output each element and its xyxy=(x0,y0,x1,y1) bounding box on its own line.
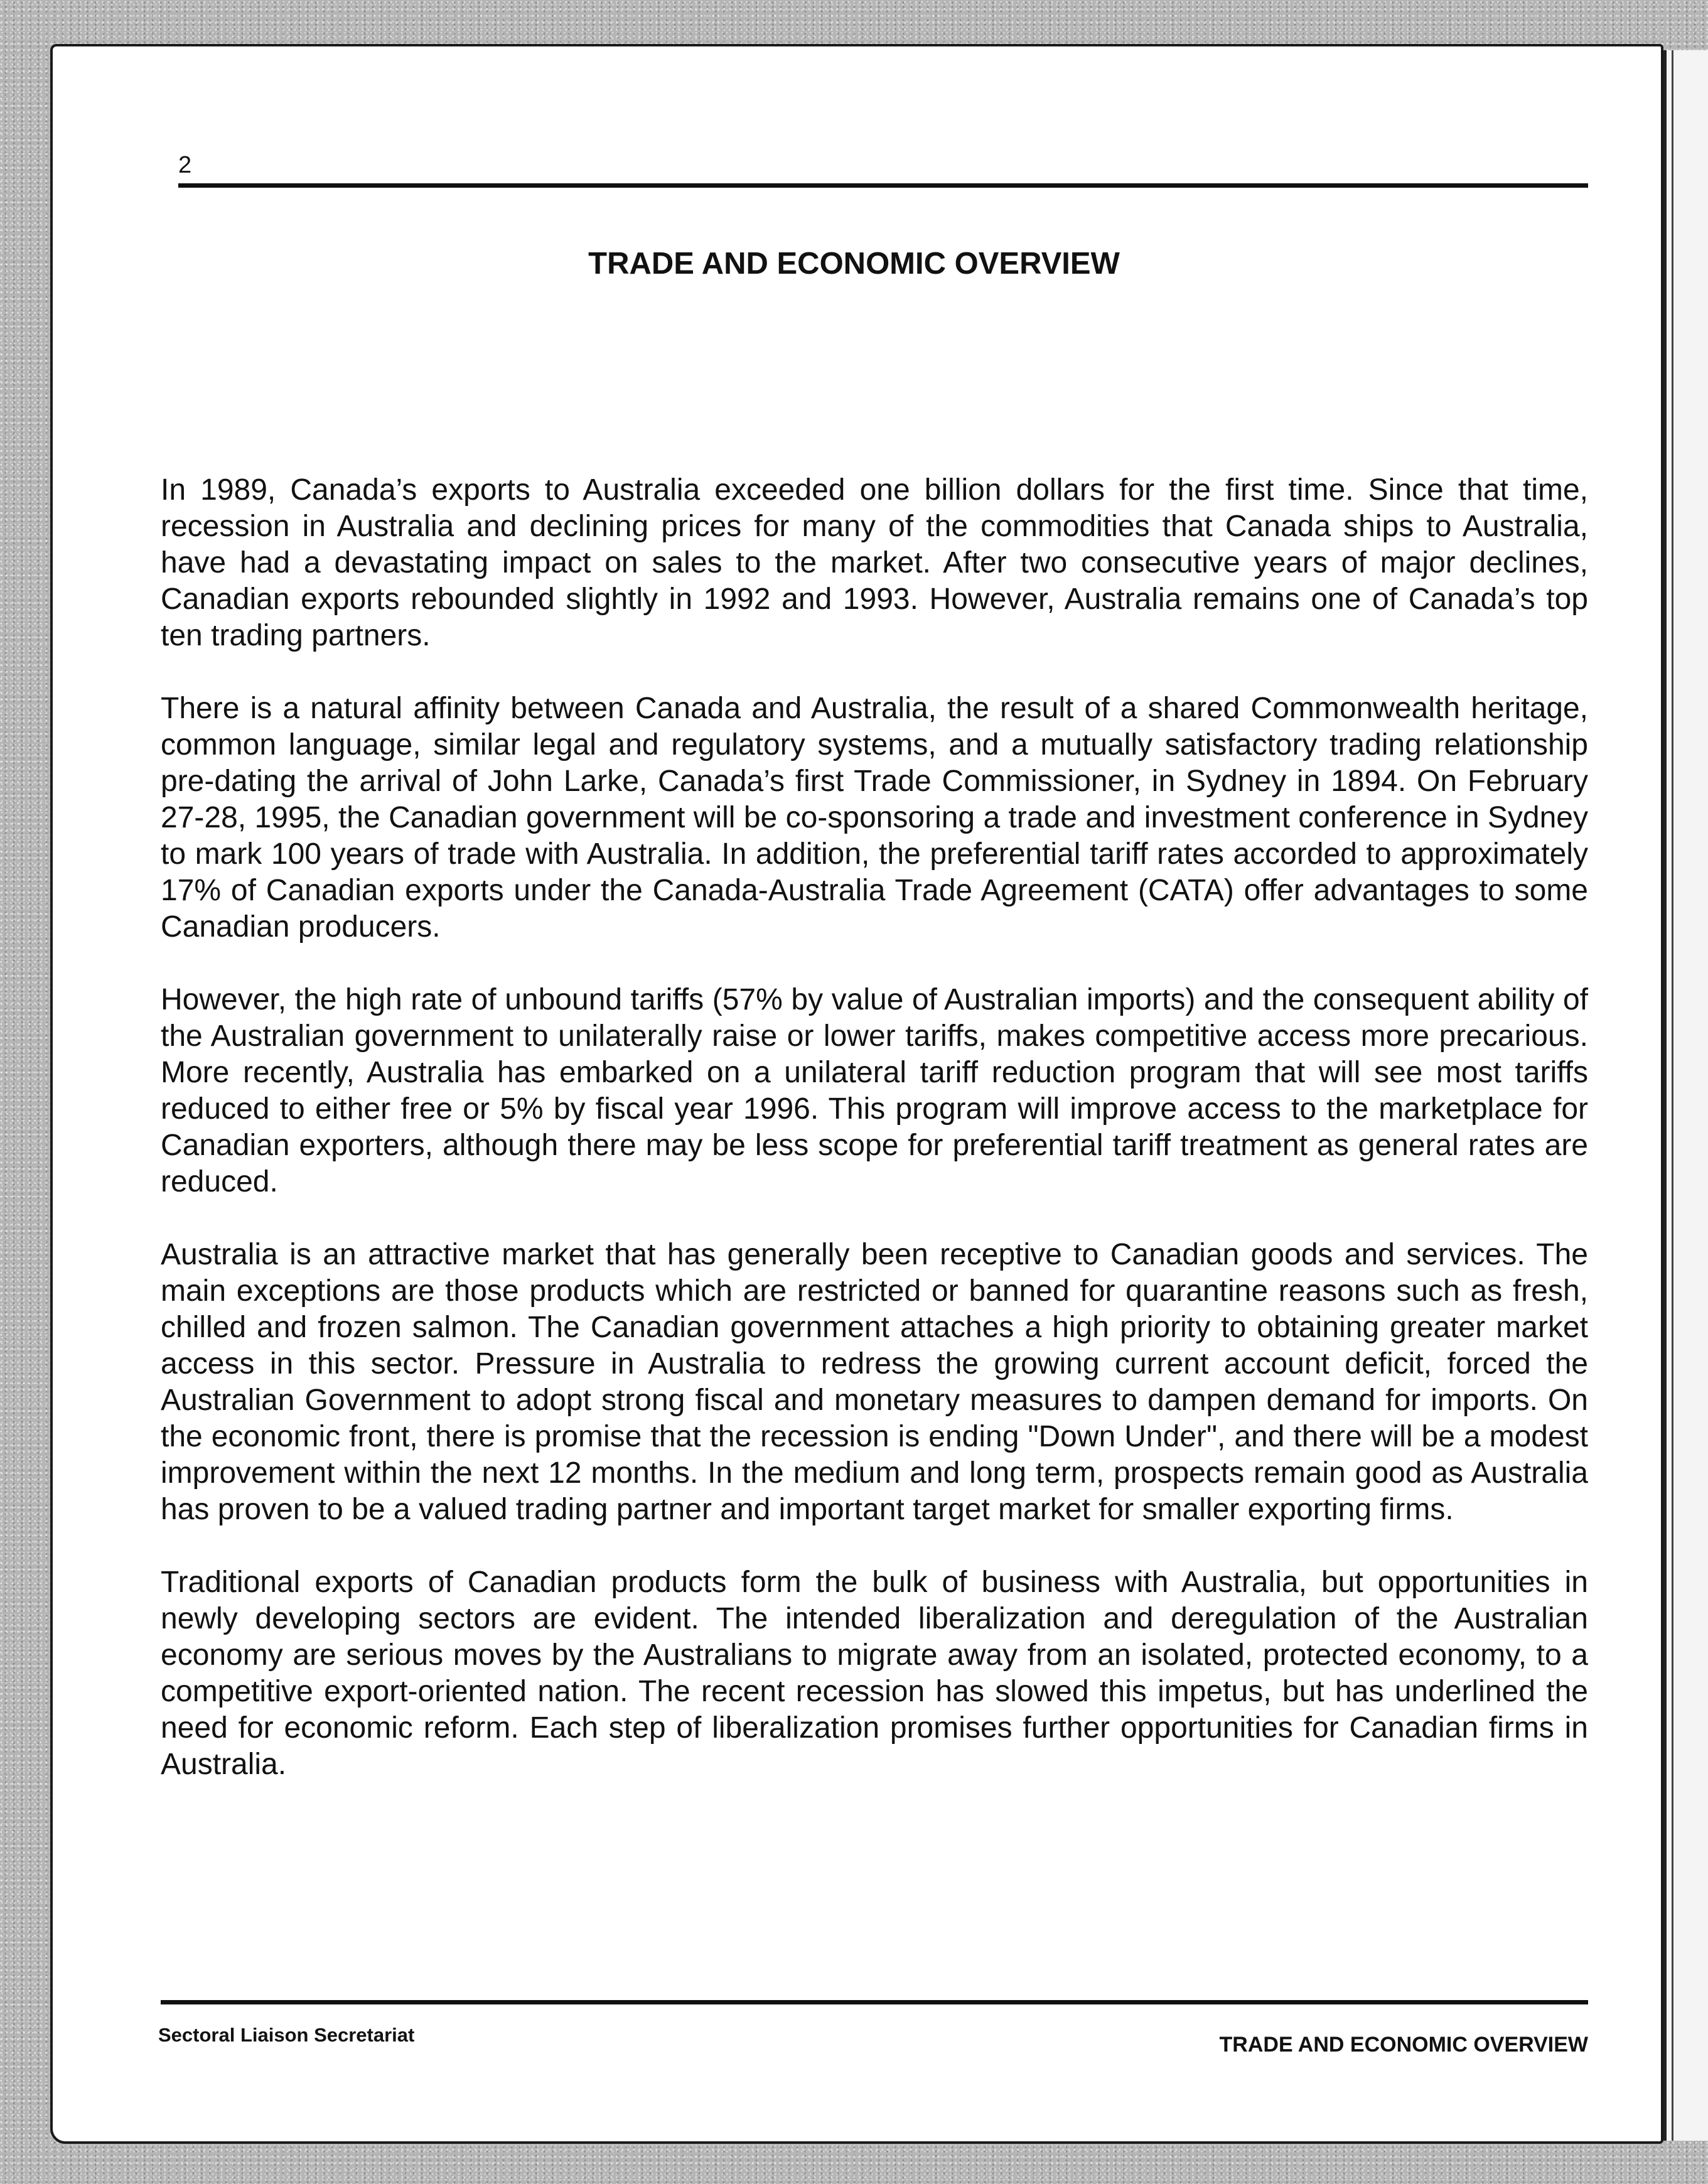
body-text xyxy=(161,472,1588,1819)
footer-rule xyxy=(161,2000,1588,2004)
footer-section-title: TRADE AND ECONOMIC OVERVIEW xyxy=(1219,2033,1588,2057)
paragraph-3: However, the high rate of unbound tariffs (57% by value of Australian imports) and the consequent ability of the Australian government to unilaterally raise or lower tariffs, makes competitive access more precarious. More recently, Australia has embarked on a unilateral tariff reduction program that will see most tariffs reduced to either free or 5% by fiscal year 1996. This program will improve access to the marketplace for Canadian exporters, although there may be less scope for preferential tariff treatment as general rates are reduced. xyxy=(161,983,1588,1198)
page-title: TRADE AND ECONOMIC OVERVIEW xyxy=(588,247,1120,281)
page-binding-edge xyxy=(1663,50,1708,2141)
paragraph-4: Australia is an attractive market that has generally been receptive to Canadian goods and services. The main exceptions are those products which are restricted or banned for quarantine reasons such as fresh, chilled and frozen salmon. The Canadian government attaches a high priority to obtaining greater market access in this sector. Pressure in Australia to redress the growing current account deficit, forced the Australian Government to adopt strong fiscal and monetary measures to dampen demand for imports. On the economic front, there is promise that the recession is ending "Down Under", and there will be a modest improvement within the next 12 months. In the medium and long term, prospects remain good as Australia has proven to be a valued trading partner and important target market for smaller exporting firms. xyxy=(161,1238,1588,1526)
paragraph-1: In 1989, Canada’s exports to Australia exceeded one billion dollars for the first time. Since that time, recession in Australia and declining prices for many of the commodities that Canada ships to Australia, have had a devastating impact on sales to the market. After two consecutive years of major declines, Canadian exports rebounded slightly in 1992 and 1993. However, Australia remains one of Canada’s top ten trading partners. xyxy=(161,473,1588,652)
page-number: 2 xyxy=(178,152,192,178)
header-rule xyxy=(178,183,1588,188)
footer-publisher: Sectoral Liaison Secretariat xyxy=(158,2024,415,2046)
paragraph-2: There is a natural affinity between Canada and Australia, the result of a shared Commonwealth heritage, common language, similar legal and regulatory systems, and a mutually satisfactory trading relationship pre-dating the arrival of John Larke, Canada’s first Trade Commissioner, in Sydney in 1894. On February 27-28, 1995, the Canadian government will be co-sponsoring a trade and investment conference in Sydney to mark 100 years of trade with Australia. In addition, the preferential tariff rates accorded to approximately 17% of Canadian exports under the Canada-Australia Trade Agreement (CATA) offer advantages to some Canadian producers. xyxy=(161,692,1588,944)
paragraph-5: Traditional exports of Canadian products form the bulk of business with Australia, but opportunities in newly developing sectors are evident. The intended liberalization and deregulation of the Australian economy are serious moves by the Australians to migrate away from an isolated, protected economy, to a competitive export-oriented nation. The recent recession has slowed this impetus, but has underlined the need for economic reform. Each step of liberalization promises further opportunities for Canadian firms in Australia. xyxy=(161,1566,1588,1781)
